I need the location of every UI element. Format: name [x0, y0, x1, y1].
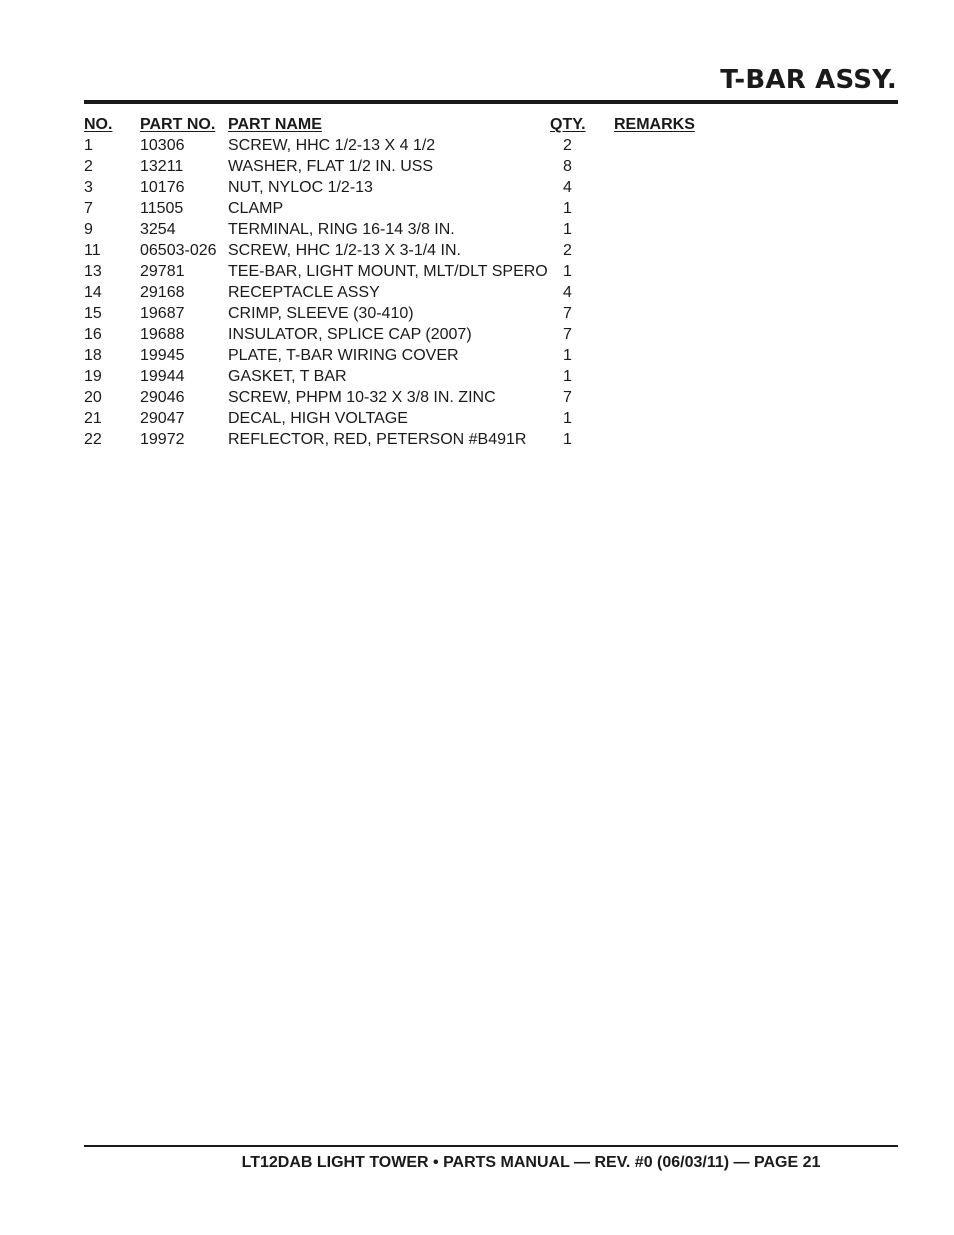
table-row [84, 219, 724, 240]
cell-part-no: 11505 [140, 200, 184, 217]
header-remarks: REMARKS [614, 116, 695, 133]
header-no: NO. [84, 116, 113, 133]
table-row [84, 429, 724, 450]
cell-part-no: 10176 [140, 179, 185, 196]
cell-remarks [614, 366, 724, 387]
cell-part-no: 19944 [140, 368, 185, 385]
table-row [84, 387, 724, 408]
table-row [84, 198, 724, 219]
cell-remarks [614, 408, 724, 429]
title-divider [84, 100, 898, 104]
cell-no: 21 [84, 410, 102, 427]
cell-remarks [614, 177, 724, 198]
cell-part-name: SCREW, PHPM 10-32 X 3/8 IN. ZINC [228, 389, 496, 406]
cell-part-no: 13211 [140, 158, 184, 175]
cell-no: 20 [84, 389, 102, 406]
cell-remarks [614, 219, 724, 240]
cell-part-no: 29168 [140, 284, 185, 301]
cell-part-name: TERMINAL, RING 16-14 3/8 IN. [228, 221, 455, 238]
cell-qty: 4 [563, 179, 572, 196]
cell-part-name: REFLECTOR, RED, PETERSON #B491R [228, 431, 527, 448]
cell-no: 18 [84, 347, 102, 364]
table-row [84, 282, 724, 303]
table-row [84, 408, 724, 429]
table-row [84, 240, 724, 261]
cell-part-name: NUT, NYLOC 1/2-13 [228, 179, 373, 196]
cell-part-no: 19688 [140, 326, 185, 343]
cell-no: 16 [84, 326, 102, 343]
cell-no: 7 [84, 200, 93, 217]
table-row [84, 366, 724, 387]
cell-remarks [614, 303, 724, 324]
cell-remarks [614, 198, 724, 219]
cell-qty: 2 [563, 242, 572, 259]
cell-qty: 1 [563, 263, 572, 280]
table-row [84, 261, 724, 282]
cell-no: 22 [84, 431, 102, 448]
table-row [84, 324, 724, 345]
cell-remarks [614, 240, 724, 261]
cell-no: 3 [84, 179, 93, 196]
cell-qty: 4 [563, 284, 572, 301]
cell-no: 13 [84, 263, 102, 280]
cell-qty: 7 [563, 389, 572, 406]
cell-part-name: PLATE, T-BAR WIRING COVER [228, 347, 459, 364]
cell-part-name: DECAL, HIGH VOLTAGE [228, 410, 408, 427]
footer-divider [84, 1145, 898, 1147]
cell-part-no: 19972 [140, 431, 185, 448]
cell-part-no: 29781 [140, 263, 185, 280]
cell-no: 2 [84, 158, 93, 175]
cell-part-no: 10306 [140, 137, 185, 154]
cell-remarks [614, 429, 724, 450]
cell-qty: 1 [563, 200, 572, 217]
table-header-row [84, 114, 724, 135]
cell-part-name: CRIMP, SLEEVE (30-410) [228, 305, 414, 322]
cell-part-name: CLAMP [228, 200, 284, 217]
cell-part-no: 29046 [140, 389, 185, 406]
cell-part-no: 06503-026 [140, 242, 217, 259]
cell-qty: 7 [563, 305, 572, 322]
cell-qty: 1 [563, 431, 572, 448]
cell-part-name: INSULATOR, SPLICE CAP (2007) [228, 326, 472, 343]
cell-no: 1 [84, 137, 93, 154]
cell-no: 9 [84, 221, 93, 238]
cell-qty: 7 [563, 326, 572, 343]
cell-qty: 1 [563, 347, 572, 364]
page-footer: LT12DAB LIGHT TOWER • PARTS MANUAL — REV. #0 (06/03/11) — PAGE 21 [241, 1154, 821, 1171]
cell-qty: 1 [563, 221, 572, 238]
header-qty: QTY. [550, 116, 586, 133]
cell-remarks [614, 156, 724, 177]
cell-no: 19 [84, 368, 102, 385]
cell-part-no: 3254 [140, 221, 176, 238]
page-title: T-BAR ASSY. [720, 65, 897, 95]
cell-part-no: 19687 [140, 305, 185, 322]
table-row [84, 135, 724, 156]
cell-no: 14 [84, 284, 102, 301]
cell-remarks [614, 387, 724, 408]
table-row [84, 177, 724, 198]
table-row [84, 303, 724, 324]
cell-remarks [614, 135, 724, 156]
cell-remarks [614, 261, 724, 282]
cell-part-name: WASHER, FLAT 1/2 IN. USS [228, 158, 434, 175]
cell-remarks [614, 324, 724, 345]
cell-part-no: 29047 [140, 410, 185, 427]
cell-part-no: 19945 [140, 347, 185, 364]
cell-part-name: TEE-BAR, LIGHT MOUNT, MLT/DLT SPERO [228, 263, 548, 280]
cell-remarks [614, 345, 724, 366]
header-part-name: PART NAME [228, 116, 322, 133]
cell-qty: 1 [563, 368, 572, 385]
cell-part-name: SCREW, HHC 1/2-13 X 4 1/2 [228, 137, 436, 154]
header-part-no: PART NO. [140, 116, 216, 133]
parts-table-body [84, 135, 724, 450]
cell-remarks [614, 282, 724, 303]
table-row [84, 345, 724, 366]
cell-no: 15 [84, 305, 102, 322]
cell-part-name: RECEPTACLE ASSY [228, 284, 380, 301]
table-row [84, 156, 724, 177]
cell-qty: 2 [563, 137, 572, 154]
cell-qty: 8 [563, 158, 572, 175]
cell-no: 11 [84, 242, 101, 259]
cell-part-name: GASKET, T BAR [228, 368, 347, 385]
cell-part-name: SCREW, HHC 1/2-13 X 3-1/4 IN. [228, 242, 461, 259]
parts-list-table [84, 114, 724, 450]
cell-qty: 1 [563, 410, 572, 427]
